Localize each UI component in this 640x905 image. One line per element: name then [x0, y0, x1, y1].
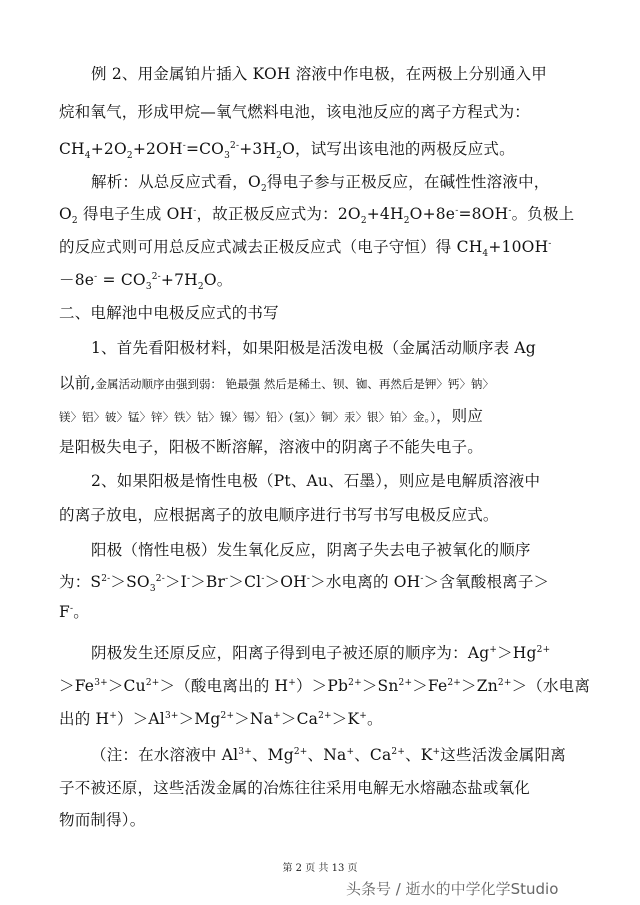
para3-line-3: F-。: [59, 603, 89, 621]
para4-line-3: 出的 $H^+)>Al^{3+}>Mg^{2+}>Na^+>Ca^{2+}>K^+$。: [59, 710, 383, 728]
para1-line-1: 1、首先看阳极材料，如果阳极是活泼电极（金属活动顺序表 Ag: [91, 339, 536, 357]
para4-line-1: 阴极发生还原反应，阳离子得到电子被还原的顺序为：$Ag^+>Hg^{2+}$: [91, 644, 551, 662]
analysis-line-1: 解析：从总反应式看，$O_2$得电子参与正极反应，在碱性性溶液中，: [91, 173, 550, 195]
section-heading: 二、电解池中电极反应式的书写: [59, 304, 279, 322]
positive-electrode-equation: $2O_2+4H_2O+8e^-=8OH^-$: [337, 205, 512, 227]
total-reaction-equation: $CH_4+2O_2+2OH^-=CO_3^{2-}+3H_2O$: [59, 140, 296, 162]
analysis-line-4: $-8e^- = CO_3^{2-}+7H_2O$。: [59, 271, 233, 293]
para3-line-2: 为：$S^{2-}>SO_3^{2-}>I^->Br^->Cl^->OH^->$水电离的 OH-＞含氧酸根离子＞: [59, 573, 550, 595]
para1-line-4: 是阳极失电子，阳极不断溶解，溶液中的阴离子不能失电子。: [59, 438, 483, 456]
watermark: 头条号 / 逝水的中学化学Studio: [346, 880, 559, 898]
para4-line-2: $>Fe^{3+}>Cu^{2+}>$（酸电离出的 $H^+)>Pb^{2+}>Sn^{2+}>Fe^{2+}>Zn^{2+}>$（水电离: [59, 677, 591, 695]
example-line-2: 烷和氧气，形成甲烷—氧气燃料电池，该电池反应的离子方程式为：: [59, 103, 531, 121]
page-number: 第 2 页 共 13 页: [282, 863, 358, 874]
analysis-line-2: $O_2$ 得电子生成 OH-，故正极反应式为：$2O_2+4H_2O+8e^-=8OH^-$。负极上: [59, 205, 575, 227]
note-line-3: 物而制得）。: [59, 811, 146, 829]
note-line-1: （注：在水溶液中 $Al^{3+}$、$Mg^{2+}$、Na+、$Ca^{2+}$、K+这些活泼金属阳离: [91, 746, 566, 764]
example-line-1: 例 2、用金属铂片插入 KOH 溶液中作电极，在两极上分别通入甲: [91, 65, 547, 83]
para1-line-2: 以前,金属活动顺序由强到弱： 铯最强 然后是稀土、钡、铷、再然后是钾〉钙〉钠〉: [59, 374, 494, 392]
para2-line-2: 的离子放电，应根据离子的放电顺序进行书写书写电极反应式。: [59, 506, 499, 524]
para3-line-1: 阳极（惰性电极）发生氧化反应，阴离子失去电子被氧化的顺序: [91, 541, 531, 559]
para2-line-1: 2、如果阳极是惰性电极（Pt、Au、石墨），则应是电解质溶液中: [91, 472, 541, 490]
analysis-line-3: 的反应式则可用总反应式减去正极反应式（电子守恒）得 $CH_4+10OH^-$: [59, 238, 552, 260]
para1-line-3: 镁〉铝〉铍〉锰〉锌〉铁〉钴〉镍〉锡〉铅〉(氢)〉铜〉汞〉银〉铂〉金。），则应: [59, 407, 484, 425]
example-line-3: $CH_4+2O_2+2OH^-=CO_3^{2-}+3H_2O$，试写出该电池的两极反应式。: [59, 140, 515, 162]
note-line-2: 子不被还原，这些活泼金属的冶炼往往采用电解无水熔融态盐或氧化: [59, 779, 531, 797]
